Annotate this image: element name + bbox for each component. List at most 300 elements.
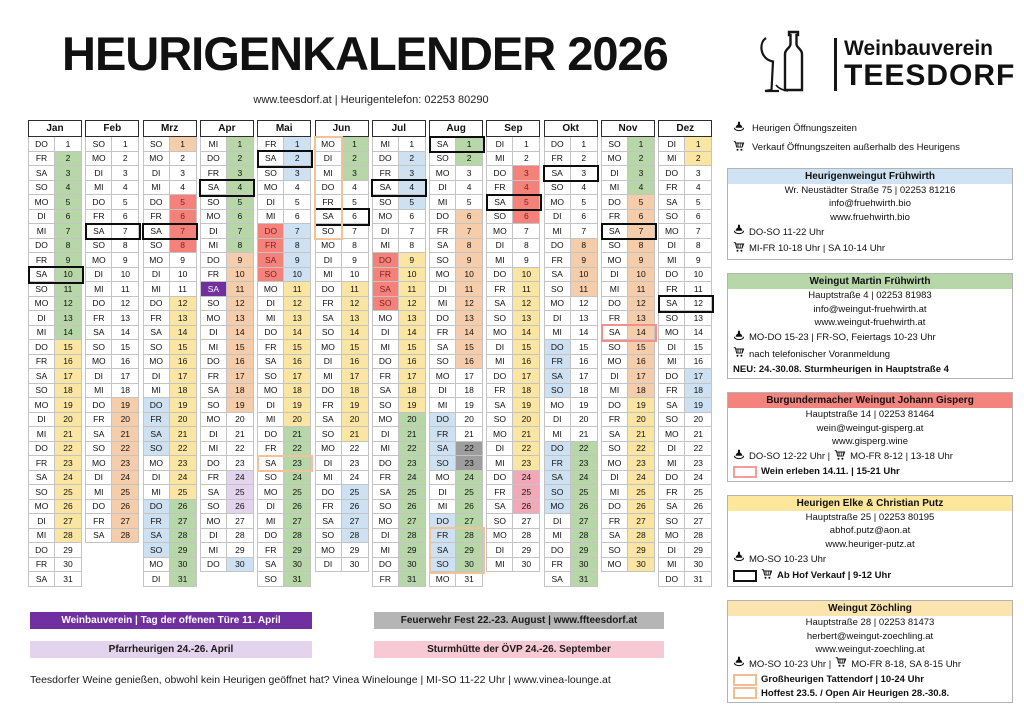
day-row: [316, 543, 369, 558]
day-number-cell: 10: [227, 268, 254, 283]
day-number-cell: 27: [399, 514, 426, 529]
hours-text: MO-FR 8-18, SA 8-15 Uhr: [851, 658, 961, 670]
day-number-cell: 19: [685, 398, 712, 413]
day-row: [144, 442, 197, 457]
weekday-cell: DO: [201, 456, 227, 471]
day-number-cell: 2: [112, 152, 139, 167]
day-row: [316, 514, 369, 529]
day-row: [545, 572, 598, 587]
day-row: [316, 456, 369, 471]
day-number-cell: 9: [399, 253, 426, 268]
day-number-cell: 3: [513, 166, 540, 181]
weekday-cell: DI: [430, 384, 456, 399]
weekday-cell: DO: [545, 137, 571, 152]
day-number-cell: 21: [571, 427, 598, 442]
weekday-cell: DO: [201, 253, 227, 268]
day-row: [201, 355, 254, 370]
day-number-cell: 18: [571, 384, 598, 399]
weekday-cell: DI: [373, 427, 399, 442]
weekday-cell: MI: [144, 485, 170, 500]
weekday-cell: DO: [86, 398, 112, 413]
weekday-cell: SO: [373, 297, 399, 312]
weekday-cell: MO: [430, 268, 456, 283]
day-number-cell: 16: [342, 355, 369, 370]
day-number-cell: 28: [399, 529, 426, 544]
day-number-cell: 5: [628, 195, 655, 210]
day-number-cell: 13: [456, 311, 483, 326]
day-row: [144, 166, 197, 181]
day-number-cell: 28: [55, 529, 82, 544]
day-number-cell: 24: [55, 471, 82, 486]
day-row: [86, 166, 139, 181]
day-number-cell: 30: [170, 558, 197, 573]
weekday-cell: FR: [201, 369, 227, 384]
day-number-cell: 24: [571, 471, 598, 486]
day-row: [602, 210, 655, 225]
day-row: [258, 297, 311, 312]
day-row: [258, 326, 311, 341]
weekday-cell: SO: [258, 369, 284, 384]
day-row: [86, 239, 139, 254]
weekday-cell: SA: [602, 224, 628, 239]
day-row: [258, 253, 311, 268]
day-row: [144, 543, 197, 558]
weekday-cell: SO: [29, 384, 55, 399]
day-number-cell: 4: [685, 181, 712, 196]
day-row: [316, 253, 369, 268]
day-row: [201, 485, 254, 500]
weekday-cell: SA: [316, 413, 342, 428]
day-number-cell: 15: [55, 340, 82, 355]
month-aug: [429, 120, 483, 587]
day-number-cell: 11: [456, 282, 483, 297]
year-calendar-grid: [28, 120, 718, 590]
day-number-cell: 13: [513, 311, 540, 326]
day-number-cell: 25: [284, 485, 311, 500]
day-number-cell: 4: [112, 181, 139, 196]
weekday-cell: SO: [430, 152, 456, 167]
weekday-cell: MO: [316, 137, 342, 152]
weekday-cell: SO: [487, 413, 513, 428]
day-row: [29, 195, 82, 210]
winery-info-line: Hauptstraße 25 | 02253 80195: [805, 511, 935, 523]
day-row: [29, 137, 82, 152]
day-number-cell: 8: [628, 239, 655, 254]
weekday-cell: SO: [659, 413, 685, 428]
day-row: [659, 340, 712, 355]
day-number-cell: 26: [55, 500, 82, 515]
weekday-cell: MO: [602, 355, 628, 370]
day-row: [29, 355, 82, 370]
weekday-cell: MO: [86, 355, 112, 370]
month-dez: [658, 120, 712, 587]
day-row: [316, 355, 369, 370]
day-number-cell: 14: [513, 326, 540, 341]
weekday-cell: SO: [86, 137, 112, 152]
weekday-cell: SA: [545, 369, 571, 384]
weekday-cell: FR: [258, 137, 284, 152]
winery-info-line: info@fruehwirth.bio: [829, 198, 911, 210]
weekday-cell: FR: [258, 239, 284, 254]
weekday-cell: DO: [545, 340, 571, 355]
day-number-cell: 31: [571, 572, 598, 587]
weekday-cell: SO: [659, 210, 685, 225]
weekday-cell: DI: [430, 282, 456, 297]
day-row: [373, 558, 426, 573]
day-row: [373, 384, 426, 399]
winery-info-line: abhof.putz@aon.at: [829, 525, 911, 537]
day-number-cell: 19: [112, 398, 139, 413]
weekday-cell: FR: [316, 500, 342, 515]
day-number-cell: 14: [227, 326, 254, 341]
winery-card: [727, 600, 1013, 703]
weekday-cell: MO: [487, 529, 513, 544]
month-header: Jun: [315, 120, 369, 137]
day-row: [659, 152, 712, 167]
day-row: [602, 340, 655, 355]
weekday-cell: FR: [602, 311, 628, 326]
event-banner: Weinbauverein | Tag der offenen Türe 11. April: [30, 612, 312, 629]
weekday-cell: MO: [373, 413, 399, 428]
day-row: [373, 369, 426, 384]
weekday-cell: SA: [602, 529, 628, 544]
day-number-cell: 20: [112, 413, 139, 428]
day-row: [659, 181, 712, 196]
month-body: [544, 137, 598, 587]
day-number-cell: 22: [170, 442, 197, 457]
day-number-cell: 4: [342, 181, 369, 196]
day-number-cell: 10: [628, 268, 655, 283]
weekday-cell: MI: [373, 340, 399, 355]
day-row: [29, 529, 82, 544]
weekday-cell: MI: [144, 181, 170, 196]
day-row: [430, 485, 483, 500]
day-row: [29, 558, 82, 573]
winery-info-line: Hauptstraße 4 | 02253 81983: [808, 290, 932, 302]
weekday-cell: MI: [258, 413, 284, 428]
day-number-cell: 3: [456, 166, 483, 181]
day-number-cell: 2: [399, 152, 426, 167]
weekday-cell: MO: [659, 427, 685, 442]
winery-info-line: www.weingut-zoechling.at: [815, 644, 925, 656]
day-number-cell: 23: [284, 456, 311, 471]
day-row: [545, 355, 598, 370]
weekday-cell: MI: [430, 297, 456, 312]
weekday-cell: MI: [258, 514, 284, 529]
day-row: [373, 152, 426, 167]
weekday-cell: MI: [602, 282, 628, 297]
day-number-cell: 6: [399, 210, 426, 225]
day-row: [258, 355, 311, 370]
day-row: [258, 529, 311, 544]
weekday-cell: SA: [545, 268, 571, 283]
month-header: Dez: [658, 120, 712, 137]
weekday-cell: MO: [86, 253, 112, 268]
hours-text: MI-FR 10-18 Uhr | SA 10-14 Uhr: [749, 243, 886, 255]
weekday-cell: MI: [201, 543, 227, 558]
day-row: [430, 137, 483, 152]
day-number-cell: 6: [571, 210, 598, 225]
weekday-cell: DO: [86, 500, 112, 515]
weekday-cell: DO: [602, 398, 628, 413]
weekday-cell: MI: [201, 442, 227, 457]
day-number-cell: 14: [571, 326, 598, 341]
day-number-cell: 12: [399, 297, 426, 312]
day-number-cell: 9: [628, 253, 655, 268]
day-number-cell: 4: [55, 181, 82, 196]
weekday-cell: DI: [487, 442, 513, 457]
day-row: [545, 166, 598, 181]
weekday-cell: SA: [430, 442, 456, 457]
weekday-cell: SO: [430, 355, 456, 370]
day-number-cell: 23: [342, 456, 369, 471]
day-number-cell: 28: [571, 529, 598, 544]
day-number-cell: 7: [456, 224, 483, 239]
weekday-cell: FR: [373, 471, 399, 486]
day-number-cell: 11: [170, 282, 197, 297]
weekday-cell: DI: [86, 471, 112, 486]
day-row: [373, 239, 426, 254]
weekday-cell: SO: [144, 137, 170, 152]
month-header: Jan: [28, 120, 82, 137]
weekday-cell: DO: [29, 543, 55, 558]
weekday-cell: FR: [86, 210, 112, 225]
day-number-cell: 10: [342, 268, 369, 283]
weekday-cell: MI: [29, 224, 55, 239]
day-number-cell: 10: [456, 268, 483, 283]
day-number-cell: 31: [399, 572, 426, 587]
day-row: [29, 311, 82, 326]
weekday-cell: DI: [659, 543, 685, 558]
weekday-cell: FR: [659, 384, 685, 399]
day-row: [258, 572, 311, 587]
day-number-cell: 29: [342, 543, 369, 558]
day-number-cell: 1: [685, 137, 712, 152]
weekday-cell: DO: [258, 427, 284, 442]
weekday-cell: DO: [201, 355, 227, 370]
day-row: [86, 210, 139, 225]
day-number-cell: 1: [170, 137, 197, 152]
day-row: [144, 253, 197, 268]
day-number-cell: 1: [55, 137, 82, 152]
weekday-cell: FR: [201, 166, 227, 181]
weekday-cell: DI: [258, 398, 284, 413]
day-row: [602, 529, 655, 544]
day-number-cell: 12: [513, 297, 540, 312]
weekday-cell: DI: [602, 471, 628, 486]
month-apr: [200, 120, 254, 572]
day-number-cell: 27: [342, 514, 369, 529]
weekday-cell: MI: [602, 485, 628, 500]
day-row: [144, 311, 197, 326]
weekday-cell: MO: [144, 253, 170, 268]
day-number-cell: 9: [55, 253, 82, 268]
weekday-cell: DI: [201, 326, 227, 341]
day-number-cell: 5: [284, 195, 311, 210]
weekday-cell: SO: [545, 384, 571, 399]
weekday-cell: DI: [659, 137, 685, 152]
day-row: [545, 152, 598, 167]
weekday-cell: SA: [201, 485, 227, 500]
wine-cooler-icon: [733, 551, 745, 568]
day-number-cell: 18: [55, 384, 82, 399]
weekday-cell: MI: [258, 311, 284, 326]
day-row: [258, 311, 311, 326]
day-number-cell: 19: [628, 398, 655, 413]
day-row: [258, 239, 311, 254]
weekday-cell: SA: [373, 282, 399, 297]
day-number-cell: 21: [342, 427, 369, 442]
day-number-cell: 6: [685, 210, 712, 225]
day-row: [545, 413, 598, 428]
weekday-cell: SO: [201, 500, 227, 515]
day-row: [659, 369, 712, 384]
weekday-cell: DO: [602, 297, 628, 312]
winery-info-line: Hauptstraße 28 | 02253 81473: [805, 617, 935, 629]
weekday-cell: DO: [659, 369, 685, 384]
weekday-cell: FR: [144, 311, 170, 326]
day-number-cell: 18: [456, 384, 483, 399]
weekday-cell: SA: [373, 384, 399, 399]
day-row: [430, 558, 483, 573]
day-row: [602, 369, 655, 384]
day-row: [201, 369, 254, 384]
weekday-cell: SA: [29, 166, 55, 181]
weekday-cell: DO: [430, 413, 456, 428]
day-number-cell: 13: [112, 311, 139, 326]
weekday-cell: MO: [316, 442, 342, 457]
day-row: [29, 369, 82, 384]
weekday-cell: SO: [430, 558, 456, 573]
day-number-cell: 23: [55, 456, 82, 471]
weekday-cell: SA: [258, 456, 284, 471]
day-number-cell: 6: [342, 210, 369, 225]
day-number-cell: 13: [399, 311, 426, 326]
day-row: [430, 282, 483, 297]
weekday-cell: SO: [545, 181, 571, 196]
day-number-cell: 8: [456, 239, 483, 254]
day-row: [430, 514, 483, 529]
winery-hours-line: [728, 241, 1012, 258]
day-number-cell: 16: [55, 355, 82, 370]
winery-hours-line: [728, 224, 1012, 241]
day-row: [258, 181, 311, 196]
weekday-cell: FR: [258, 442, 284, 457]
day-row: [258, 195, 311, 210]
day-row: [201, 311, 254, 326]
day-number-cell: 15: [399, 340, 426, 355]
weekday-cell: DO: [144, 195, 170, 210]
weekday-cell: FR: [487, 181, 513, 196]
day-number-cell: 19: [55, 398, 82, 413]
weekday-cell: FR: [86, 514, 112, 529]
day-number-cell: 29: [227, 543, 254, 558]
day-number-cell: 7: [399, 224, 426, 239]
day-number-cell: 28: [685, 529, 712, 544]
weekday-cell: FR: [430, 326, 456, 341]
day-row: [86, 500, 139, 515]
day-row: [545, 326, 598, 341]
day-row: [144, 195, 197, 210]
day-row: [201, 340, 254, 355]
day-number-cell: 25: [342, 485, 369, 500]
day-number-cell: 17: [628, 369, 655, 384]
day-row: [602, 282, 655, 297]
day-row: [373, 311, 426, 326]
day-number-cell: 19: [571, 398, 598, 413]
day-number-cell: 16: [112, 355, 139, 370]
weekday-cell: FR: [430, 529, 456, 544]
day-row: [144, 413, 197, 428]
day-number-cell: 2: [571, 152, 598, 167]
day-row: [29, 413, 82, 428]
day-row: [487, 282, 540, 297]
day-row: [144, 224, 197, 239]
day-number-cell: 29: [513, 543, 540, 558]
day-row: [659, 471, 712, 486]
day-row: [659, 166, 712, 181]
winery-info-line: www.fruehwirth.bio: [830, 211, 910, 223]
day-number-cell: 5: [685, 195, 712, 210]
weekday-cell: DI: [29, 210, 55, 225]
day-row: [659, 529, 712, 544]
day-row: [86, 427, 139, 442]
weekday-cell: SO: [602, 239, 628, 254]
day-row: [487, 413, 540, 428]
day-row: [659, 311, 712, 326]
weekday-cell: MI: [316, 166, 342, 181]
day-number-cell: 16: [513, 355, 540, 370]
cart-icon: [733, 346, 745, 358]
day-number-cell: 15: [685, 340, 712, 355]
weekday-cell: MO: [373, 311, 399, 326]
day-number-cell: 20: [284, 413, 311, 428]
day-row: [316, 558, 369, 573]
weekday-cell: SA: [201, 384, 227, 399]
day-number-cell: 9: [284, 253, 311, 268]
winery-info-line: herbert@weingut-zoechling.at: [806, 630, 934, 642]
logo-line1: Weinbauverein: [844, 36, 993, 60]
day-number-cell: 22: [456, 442, 483, 457]
weekday-cell: MO: [487, 326, 513, 341]
day-number-cell: 5: [55, 195, 82, 210]
day-number-cell: 21: [513, 427, 540, 442]
weekday-cell: MO: [29, 398, 55, 413]
weekday-cell: SA: [430, 340, 456, 355]
event-banner: Feuerwehr Fest 22.-23. August | www.ffteesdorf.at: [374, 612, 664, 629]
day-row: [430, 427, 483, 442]
weekday-cell: FR: [144, 210, 170, 225]
weekday-cell: DI: [602, 369, 628, 384]
day-row: [545, 384, 598, 399]
weekday-cell: DO: [29, 137, 55, 152]
day-number-cell: 7: [342, 224, 369, 239]
day-row: [487, 297, 540, 312]
month-jul: [372, 120, 426, 587]
day-row: [316, 500, 369, 515]
month-header: Feb: [85, 120, 139, 137]
day-number-cell: 7: [170, 224, 197, 239]
day-row: [602, 253, 655, 268]
day-number-cell: 12: [55, 297, 82, 312]
day-row: [29, 500, 82, 515]
day-row: [316, 369, 369, 384]
day-number-cell: 22: [342, 442, 369, 457]
weekday-cell: MO: [86, 152, 112, 167]
day-number-cell: 27: [685, 514, 712, 529]
day-row: [373, 210, 426, 225]
day-row: [430, 297, 483, 312]
